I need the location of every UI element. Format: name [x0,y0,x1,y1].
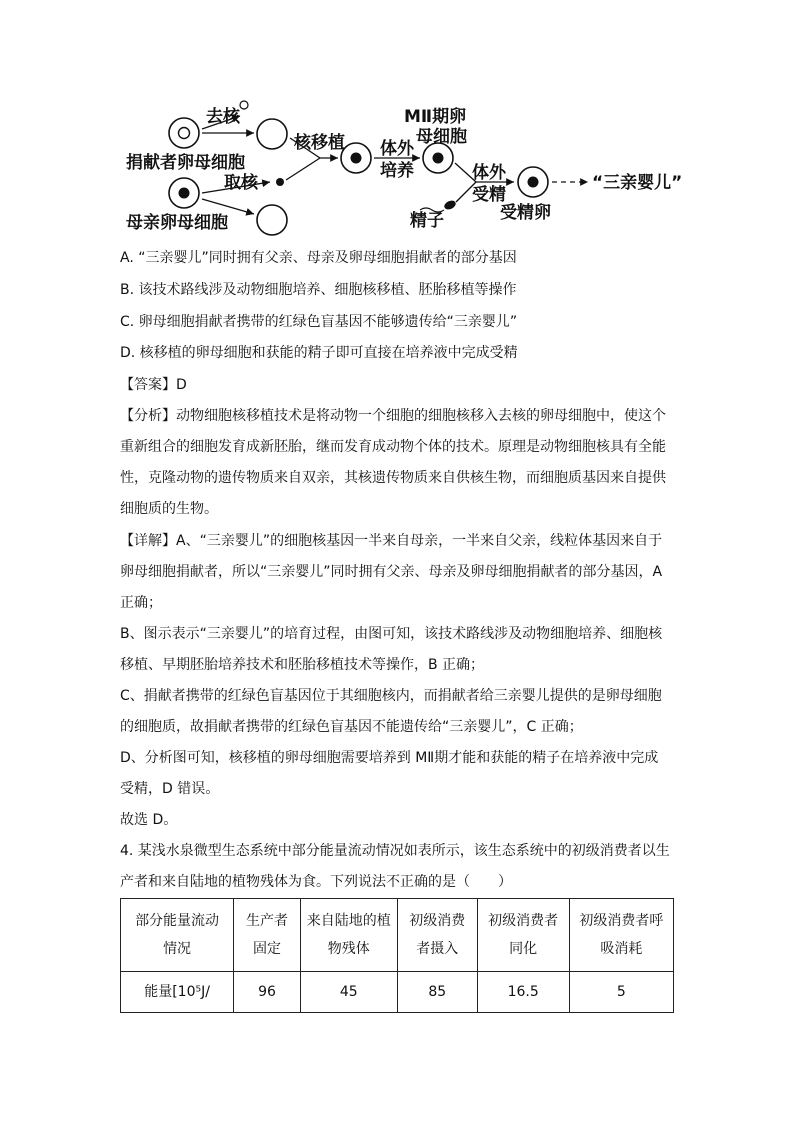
table-header-row [121,899,674,972]
enucleated-oocyte-icon [257,119,287,149]
mother-label: 母亲卵母细胞 [126,213,228,233]
mii-oocyte-icon [423,143,453,173]
culture-label-1: 体外 [380,139,414,159]
enucleate-label: 去核 [206,107,240,127]
table-row-label: 能量[10⁵J/ [121,972,234,1013]
detail-line: C、捐献者携带的红绿色盲基因位于其细胞核内，而捐献者给三亲婴儿提供的是卵母细胞 [120,688,662,704]
analysis-line: 性，克隆动物的遗传物质来自双亲，其核遗传物质来自供核生物，而细胞质基因来自提供 [120,470,666,486]
analysis-line: 【分析】动物细胞核移植技术是将动物一个细胞的细胞核移入去核的卵母细胞中，使这个 [120,408,666,424]
removed-nucleus-icon [240,101,248,109]
donor-oocyte-icon [169,118,199,148]
mii-label-2: 母细胞 [416,127,467,147]
table-header-cell: 初级消费者 同化 [477,899,569,972]
question4-line: 产者和来自陆地的植物残体为食。下列说法不正确的是（ ） [120,874,512,890]
detail-line: 【详解】A、“三亲婴儿”的细胞核基因一半来自母亲，一半来自父亲，线粒体基因来自于 [120,533,663,549]
detail-line: 正确； [120,595,162,611]
sperm-label: 精子 [410,211,444,231]
option-a: A. “三亲婴儿”同时拥有父亲、母亲及卵母细胞捐献者的部分基因 [120,250,517,266]
detail-line: 移植、早期胚胎培养技术和胚胎移植技术等操作，B 正确； [120,657,485,673]
donor-label: 捐献者卵母细胞 [126,153,245,173]
detail-line: 卵母细胞捐献者，所以“三亲婴儿”同时拥有父亲、母亲及卵母细胞捐献者的部分基因，A [120,564,663,580]
analysis-line: 重新组合的细胞发育成新胚胎，继而发育成动物个体的技术。原理是动物细胞核具有全能 [120,439,666,455]
table-cell: 16.5 [477,972,569,1013]
table-header-cell: 来自陆地的植 物残体 [300,899,397,972]
zygote-icon [518,167,548,197]
detail-line: D、分析图可知，核移植的卵母细胞需要培养到 MⅡ期才能和获能的精子在培养液中完成 [120,750,659,766]
table-cell: 45 [300,972,397,1013]
table-cell: 5 [569,972,673,1013]
mii-label-1: MⅡ期卵 [404,107,467,127]
table-row [121,972,674,1013]
fert-label-2: 受精 [472,185,506,205]
fert-label-1: 体外 [472,163,506,183]
detail-line: B、图示表示“三亲婴儿”的培育过程，由图可知，该技术路线涉及动物细胞培养、细胞核 [120,626,663,642]
transfer-label: 核移植 [294,133,345,153]
table-header-cell: 部分能量流动 情况 [121,899,234,972]
sperm-icon [443,199,457,211]
detail-line: 的细胞质，故捐献者携带的红绿色盲基因不能遗传给“三亲婴儿”，C 正确； [120,719,583,735]
zygote-label: 受精卵 [500,203,551,223]
table-cell: 96 [234,972,301,1013]
take-nucleus-label: 取核 [224,173,258,193]
mother-remnant-oocyte-icon [257,205,287,235]
energy-flow-table [120,898,674,1013]
ivf-three-parent-diagram [120,96,683,246]
analysis-line: 细胞质的生物。 [120,501,218,517]
merge-line-bottom [286,158,320,180]
baby-label: “三亲婴儿” [592,173,683,193]
culture-label-2: 培养 [380,161,414,181]
question4-line: 4. 某浅水泉微型生态系统中部分能量流动情况如表所示，该生态系统中的初级消费者以生 [120,843,670,859]
table-header-cell: 初级消费者呼 吸消耗 [569,899,673,972]
table-header-cell: 初级消费 者摄入 [397,899,477,972]
to-mother-remnant-arrow [202,199,254,214]
option-c: C. 卵母细胞捐献者携带的红绿色盲基因不能够遗传给“三亲婴儿” [120,314,518,330]
mother-oocyte-icon [169,178,199,208]
conclusion: 故选 D。 [120,812,178,828]
detail-line: 受精，D 错误。 [120,781,220,797]
table-cell: 85 [397,972,477,1013]
table-header-cell: 生产者 固定 [234,899,301,972]
option-b: B. 该技术路线涉及动物细胞培养、细胞核移植、胚胎移植等操作 [120,282,517,298]
extracted-nucleus-icon [276,178,284,186]
option-d: D. 核移植的卵母细胞和获能的精子即可直接在培养液中完成受精 [120,345,518,361]
answer: 【答案】D [120,377,187,393]
reconstructed-cell-icon [341,143,371,173]
